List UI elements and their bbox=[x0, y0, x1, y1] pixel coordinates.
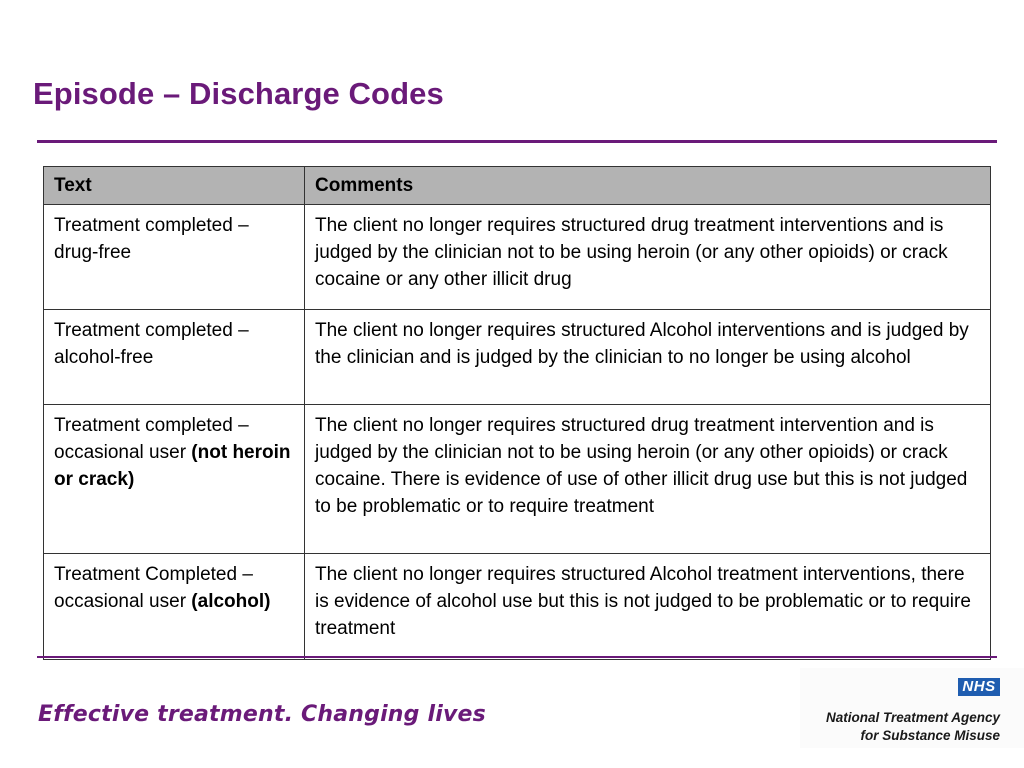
nta-logo bbox=[800, 668, 1024, 748]
agency-name-line2: for Substance Misuse bbox=[860, 728, 1000, 743]
code-text: Treatment Completed – occasional user bbox=[54, 564, 253, 612]
agency-name-line1: National Treatment Agency bbox=[825, 710, 1000, 725]
code-text-cell bbox=[44, 310, 305, 405]
code-comment: The client no longer requires structured Alcohol treatment interventions, there is evidence of alcohol use but this is not judged to be problematic or to require treatment bbox=[305, 554, 991, 660]
slide-title: Episode – Discharge Codes bbox=[33, 76, 444, 111]
nhs-logo-badge: NHS bbox=[958, 678, 1000, 696]
code-text: Treatment completed – occasional user bbox=[54, 415, 249, 463]
table-row bbox=[44, 554, 991, 660]
header-comments: Comments bbox=[305, 167, 991, 205]
code-comment: The client no longer requires structured Alcohol interventions and is judged by the clinician and is judged by the clinician to no longer be using alcohol bbox=[305, 310, 991, 405]
footer-tagline: Effective treatment. Changing lives bbox=[38, 702, 486, 727]
title-divider bbox=[37, 140, 997, 143]
code-comment: The client no longer requires structured drug treatment interventions and is judged by the clinician not to be using heroin (or any other opioids) or crack cocaine or any other illicit drug bbox=[305, 205, 991, 310]
code-text-cell bbox=[44, 205, 305, 310]
footer-divider bbox=[37, 656, 997, 658]
code-text-cell bbox=[44, 554, 305, 660]
table-row bbox=[44, 205, 991, 310]
code-comment: The client no longer requires structured drug treatment intervention and is judged by the clinician not to be using heroin (or any other opioids) or crack cocaine. There is evidence of use of other illicit drug use but this is not judged to be problematic or to require treatment bbox=[305, 405, 991, 554]
table-row bbox=[44, 405, 991, 554]
table-row bbox=[44, 310, 991, 405]
code-text: Treatment completed – alcohol-free bbox=[54, 320, 249, 368]
code-text-cell bbox=[44, 405, 305, 554]
table-header-row bbox=[44, 167, 991, 205]
code-text: Treatment completed – drug-free bbox=[54, 215, 249, 263]
header-text: Text bbox=[44, 167, 305, 205]
discharge-codes-table bbox=[43, 166, 991, 660]
code-text-bold: (alcohol) bbox=[191, 591, 271, 612]
code-text-bold: (not heroin or crack) bbox=[54, 442, 291, 490]
